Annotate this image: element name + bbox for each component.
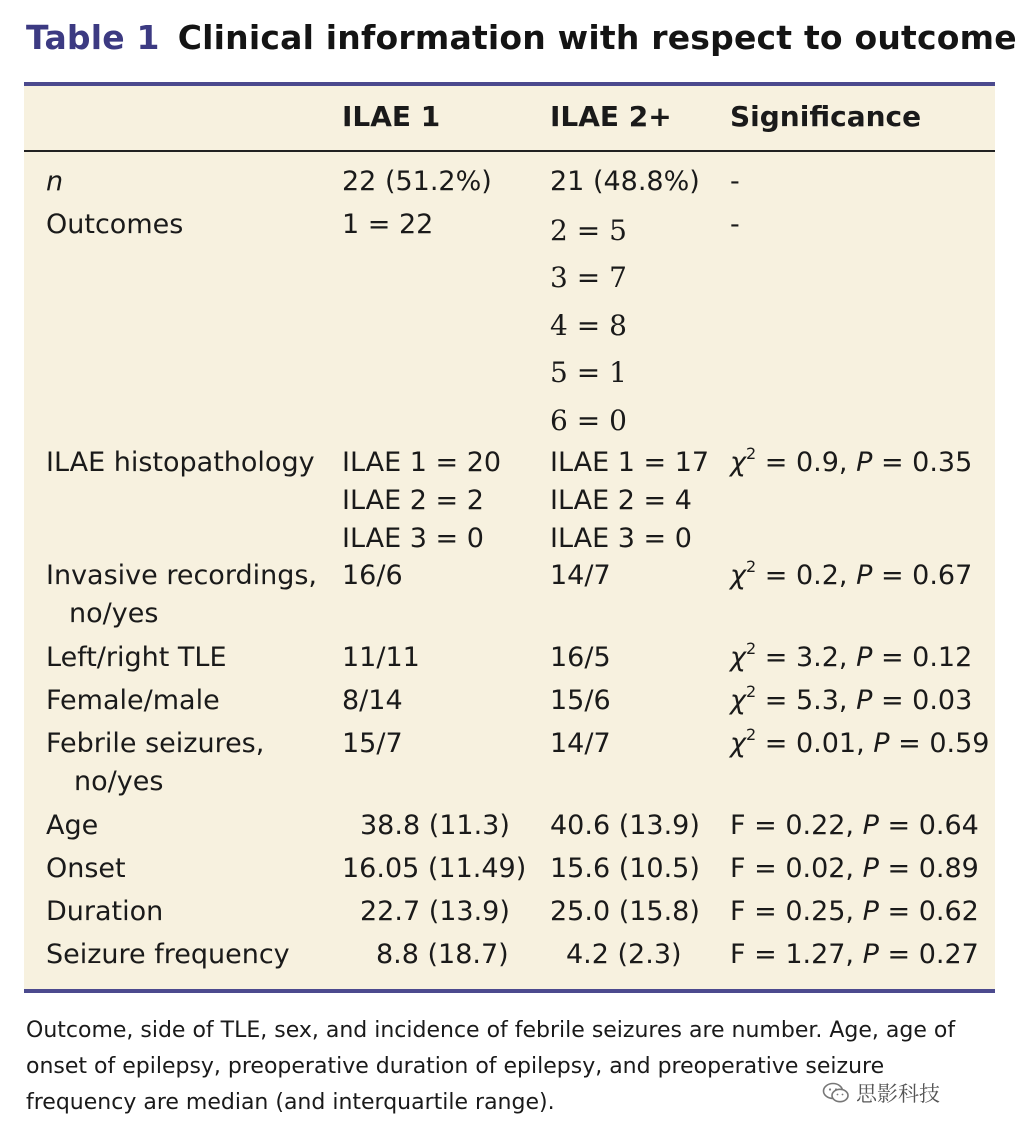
row-outcomes-ilae2-5: 6 = 0 [550,404,627,437]
row-duration-label: Duration [46,896,164,927]
p-value: = 0.12 [872,642,973,673]
row-duration-ilae1: 22.7 (13.9) [360,896,510,927]
chi-exponent: 2 [745,444,757,463]
row-histo-ilae2-2: ILAE 2 = 4 [550,485,692,516]
row-onset-sig [730,850,979,888]
p-value: = 0.59 [889,728,990,759]
row-age-ilae2: 40.6 (13.9) [550,810,700,841]
row-invasive-label-1: Invasive recordings, [46,560,317,591]
row-n-ilae1: 22 (51.2%) [342,166,492,197]
row-onset-ilae2: 15.6 (10.5) [550,853,700,884]
header-ilae2plus: ILAE 2+ [550,100,672,133]
header-rule [24,150,995,152]
sig-stat: = 3.2, [756,642,857,673]
p-value: = 0.62 [878,896,979,927]
row-frequency-ilae1: 8.8 (18.7) [376,939,509,970]
chi-symbol: χ [730,447,746,478]
row-sex-sig [730,682,972,720]
table-title: Clinical information with respect to outcome [177,18,1017,57]
p-symbol: P [862,853,879,884]
p-symbol: P [862,896,879,927]
row-histo-ilae2-3: ILAE 3 = 0 [550,523,692,554]
row-febrile-sig [730,725,989,763]
row-sex-ilae1: 8/14 [342,685,403,716]
row-outcomes-ilae2-3: 4 = 8 [550,309,627,342]
row-age-label: Age [46,810,99,841]
row-n-label: n [46,166,64,197]
p-value: = 0.35 [872,447,973,478]
row-sex-label: Female/male [46,685,220,716]
p-symbol: P [873,728,890,759]
p-value: = 0.67 [872,560,973,591]
row-outcomes-ilae2-2: 3 = 7 [550,261,627,294]
row-febrile-label-2: no/yes [74,766,164,797]
row-febrile-ilae2: 14/7 [550,728,611,759]
chi-symbol: χ [730,560,746,591]
row-histo-sig [730,444,972,482]
row-febrile-label-1: Febrile seizures, [46,728,265,759]
row-onset-ilae1: 16.05 (11.49) [342,853,527,884]
row-febrile-ilae1: 15/7 [342,728,403,759]
header-significance: Significance [730,100,922,133]
sig-stat: F = 0.22, [730,810,863,841]
row-side-sig [730,639,972,677]
row-side-ilae2: 16/5 [550,642,611,673]
p-symbol: P [856,447,873,478]
table-number: Table 1 [26,18,160,57]
row-invasive-label-2: no/yes [69,598,159,629]
p-value: = 0.89 [878,853,979,884]
clinical-table [24,82,995,993]
row-n-sig: - [730,166,740,197]
p-symbol: P [862,810,879,841]
row-frequency-ilae2: 4.2 (2.3) [566,939,682,970]
row-age-sig [730,807,979,845]
row-duration-ilae2: 25.0 (15.8) [550,896,700,927]
p-value: = 0.03 [872,685,973,716]
row-frequency-label: Seizure frequency [46,939,290,970]
row-histo-label: ILAE histopathology [46,447,315,478]
row-outcomes-ilae1: 1 = 22 [342,209,434,240]
sig-stat: = 5.3, [756,685,857,716]
table-caption [26,16,1017,60]
chi-exponent: 2 [745,682,757,701]
row-histo-ilae2-1: ILAE 1 = 17 [550,447,710,478]
chi-symbol: χ [730,728,746,759]
row-sex-ilae2: 15/6 [550,685,611,716]
sig-stat: = 0.9, [756,447,857,478]
row-side-ilae1: 11/11 [342,642,420,673]
chi-exponent: 2 [745,725,757,744]
row-frequency-sig [730,936,979,974]
row-outcomes-sig: - [730,209,740,240]
row-duration-sig [730,893,979,931]
sig-stat: = 0.2, [756,560,857,591]
chi-exponent: 2 [745,639,757,658]
watermark [822,1078,940,1108]
row-outcomes-ilae2-4: 5 = 1 [550,356,627,389]
p-value: = 0.27 [878,939,979,970]
header-ilae1: ILAE 1 [342,100,441,133]
sig-stat: F = 0.25, [730,896,863,927]
chi-symbol: χ [730,685,746,716]
wechat-icon [822,1082,850,1104]
sig-stat: = 0.01, [756,728,874,759]
p-symbol: P [856,642,873,673]
p-value: = 0.64 [878,810,979,841]
row-onset-label: Onset [46,853,126,884]
row-invasive-sig [730,557,972,595]
row-age-ilae1: 38.8 (11.3) [360,810,510,841]
row-outcomes-label: Outcomes [46,209,184,240]
row-side-label: Left/right TLE [46,642,227,673]
row-n-ilae2: 21 (48.8%) [550,166,700,197]
row-histo-ilae1-3: ILAE 3 = 0 [342,523,484,554]
sig-stat: F = 1.27, [730,939,863,970]
row-histo-ilae1-2: ILAE 2 = 2 [342,485,484,516]
p-symbol: P [856,560,873,591]
sig-stat: F = 0.02, [730,853,863,884]
watermark-text: 思影科技 [856,1082,940,1106]
row-histo-ilae1-1: ILAE 1 = 20 [342,447,502,478]
chi-symbol: χ [730,642,746,673]
row-invasive-ilae1: 16/6 [342,560,403,591]
chi-exponent: 2 [745,557,757,576]
p-symbol: P [862,939,879,970]
p-symbol: P [856,685,873,716]
table-footnote: Outcome, side of TLE, sex, and incidence of febrile seizures are number. Age, age of onset of epilepsy, preoperative duration of epilepsy, and preoperative seizure frequency are median (and interquartile range). [26,1018,956,1115]
row-outcomes-ilae2-1: 2 = 5 [550,214,627,247]
row-invasive-ilae2: 14/7 [550,560,611,591]
